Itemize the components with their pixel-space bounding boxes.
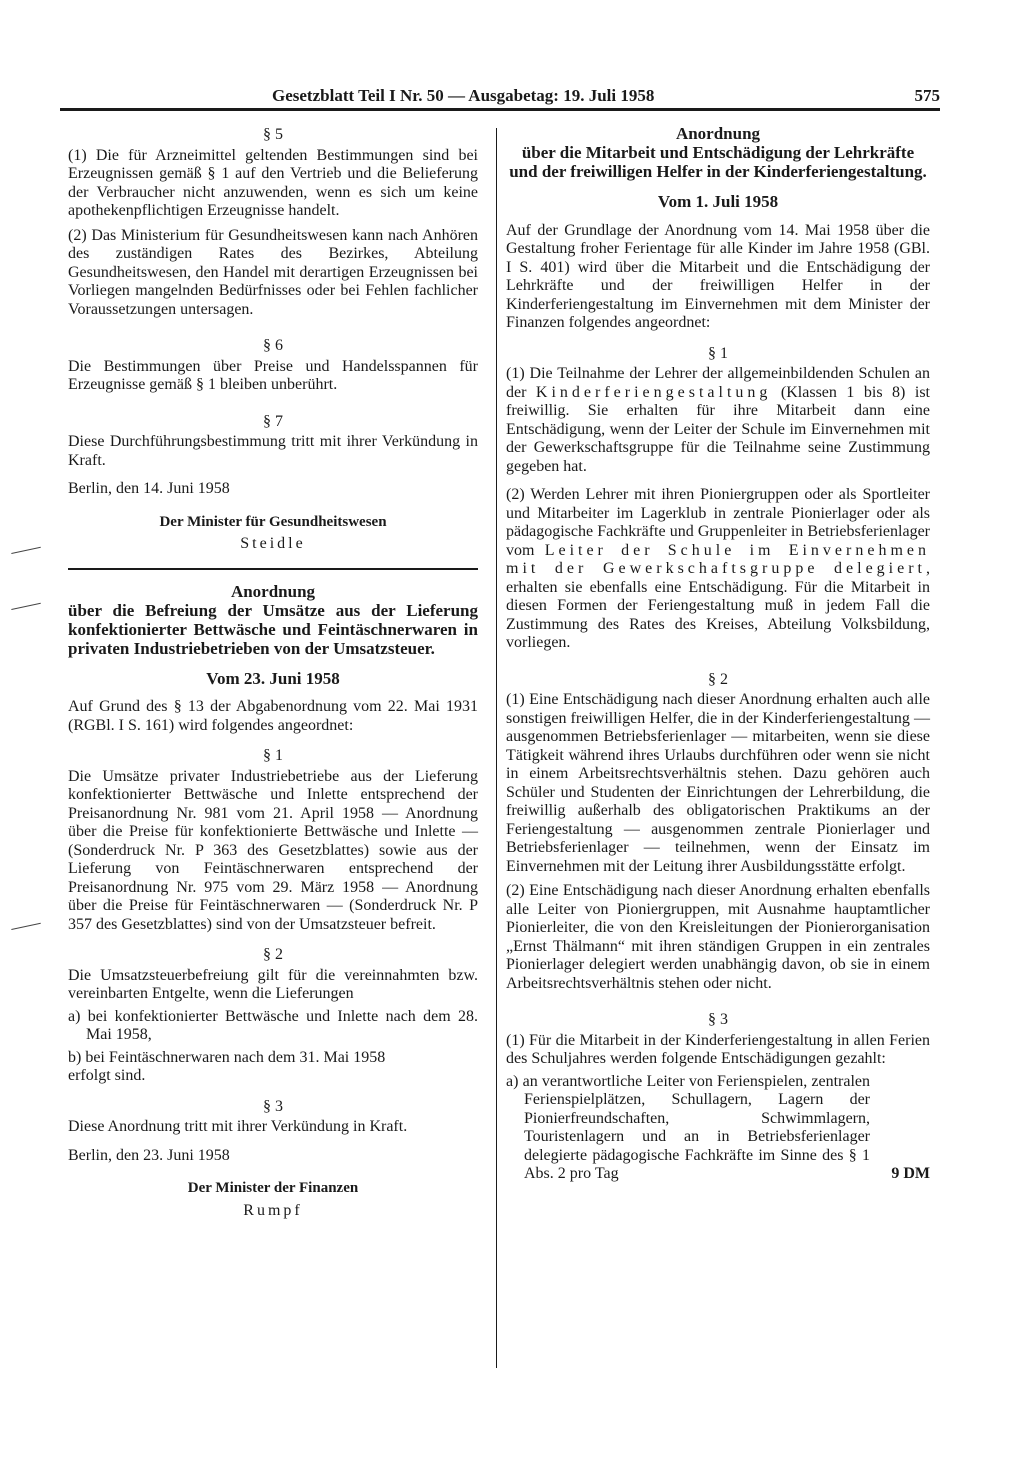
spaced-term: Kinderferiengestaltung xyxy=(535,383,772,401)
column-divider xyxy=(496,128,497,1368)
paragraph-text: (1) Die Teilnahme der Lehrer der allgemeinbildenden Schulen an der xyxy=(506,365,930,401)
section-number: § 2 xyxy=(708,670,728,688)
ordinance-title: Anordnung xyxy=(675,124,761,143)
margin-pencil-mark xyxy=(9,913,41,930)
place-date: Berlin, den 23. Juni 1958 xyxy=(68,1146,230,1164)
paragraph: Die Umsätze privater Industriebetriebe aus der Lieferung konfektionierter Bettwäsche und Inlette entsprechend der Preisanordnung Nr. 981 vom 21. April 1958 — Anordnung über die Preise für konfektionierte Bettwäsche und Inlette — (Sonderdruck Nr. P 363 des Gesetzblattes) sowie aus der Lieferung von Feintäschnerwaren entsprechend der Preisanordnung Nr. 975 vom 29. März 1958 — Anordnung über die Preise für Feintäschnerwaren — (Sonderdruck Nr. P 357 des Gesetzblattes) sind von der Umsatzsteuer befreit. xyxy=(68,767,478,933)
list-item: b) bei Feintäschnerwaren nach dem 31. Mai 1958 xyxy=(68,1048,386,1066)
section-number: § 2 xyxy=(263,946,283,963)
paragraph-text: (Klassen 1 bis 8) ist freiwillig. Sie erhalten für ihre Mitarbeit dann eine Entschädigung, wenn der Leiter der Schule im Einvernehmen mit der Gewerkschaftsgruppe für die Teilnahme seine Zustimmung gegeben hat. xyxy=(506,383,930,475)
margin-pencil-mark xyxy=(9,593,41,610)
paragraph: (1) Für die Mitarbeit in der Kinderferiengestaltung in allen Ferien des Schuljahres werden folgende Entschädigungen gezahlt: xyxy=(506,1031,930,1067)
fee-row xyxy=(506,1073,930,1184)
left-column xyxy=(68,124,478,1220)
signature: Steidle xyxy=(240,535,306,552)
paragraph xyxy=(506,365,930,476)
paragraph-text: (2) Werden Lehrer mit ihren Pioniergruppen oder als Sportleiter und Mitarbeiter im Lagerklub in zentrale Pionierlager oder als pädagogische Fachkräfte und Gruppenleiter in Betriebsferienlager vom xyxy=(506,486,930,559)
header-rule xyxy=(60,108,940,111)
ordinance-subject: über die Mitarbeit und Entschädigung der Lehrkräfte und der freiwilligen Helfer in der Kinderferiengestaltung. xyxy=(509,143,927,181)
paragraph: Diese Anordnung tritt mit ihrer Verkündung in Kraft. xyxy=(68,1118,408,1135)
list-item: a) an verantwortliche Leiter von Ferienspielen, zentralen Ferienspielplätzen, Schullagern, Lagern der Pionierfreundschaften, Schwimmlagern, Touristenlagern und an in Betriebsferienlager delegierte pädagogische Fachkräfte im Sinne des § 1 Abs. 2 pro Tag xyxy=(506,1072,870,1182)
paragraph-text: , erhalten sie ebenfalls eine Entschädigung. Für die Mitarbeit in diesen Formen der Feriengestaltung muß in jedem Fall die Zustimmung des Rates des Kreises, Abteilung Volksbildung, vorliegen. xyxy=(506,560,930,651)
gazette-title: Gesetzblatt Teil I Nr. 50 — Ausgabetag: 19. Juli 1958 xyxy=(272,86,655,105)
paragraph: Die Bestimmungen über Preise und Handelsspannen für Erzeugnisse gemäß § 1 bleiben unberührt. xyxy=(68,357,478,393)
preamble: Auf der Grundlage der Anordnung vom 14. Mai 1958 über die Gestaltung froher Ferientage für alle Kinder im Jahre 1958 (GBl. I S. 401) wird über die Mitarbeit und die Entschädigung der Lehrkräfte und der freiwilligen Helfer in der Kinderferiengestaltung im Einvernehmen mit dem Minister der Finanzen folgendes angeordnet: xyxy=(506,221,930,331)
section-number: § 1 xyxy=(708,344,728,362)
margin-pencil-mark xyxy=(9,537,41,554)
list-item: a) bei konfektionierter Bettwäsche und Inlette nach dem 28. Mai 1958, xyxy=(68,1007,478,1043)
paragraph: Diese Durchführungsbestimmung tritt mit ihrer Verkündung in Kraft. xyxy=(68,433,478,469)
paragraph: (2) Eine Entschädigung nach dieser Anordnung erhalten ebenfalls alle Leiter von Pioniergruppen, mit Ausnahme hauptamtlicher Pionierleiter, die von den Kreisleitungen der Pionierorganisation „Ernst Thälmann“ mit ihren ständigen Gruppen in ein zentrales Pionierlager delegiert werden unabhängig davon, ob sie in einem Arbeitsrechtsverhältnis stehen oder nicht. xyxy=(506,882,930,992)
section-rule xyxy=(68,568,478,570)
paragraph: (1) Die für Arzneimittel geltenden Bestimmungen sind bei Erzeugnissen gemäß § 1 auf den Vertrieb und die Belieferung der Verbraucher nicht anzuwenden, wenn es sich um keine apothekenpflichtigen Erzeugnisse handelt. xyxy=(68,146,478,219)
minister-title: Der Minister für Gesundheitswesen xyxy=(159,513,387,530)
right-column xyxy=(506,124,930,1184)
signature: Rumpf xyxy=(243,1201,303,1219)
paragraph: (1) Eine Entschädigung nach dieser Anordnung erhalten auch alle sonstigen freiwilligen Helfer, die in der Kinderferiengestaltung — ausgenommen Betriebsferienlager — mitarbeiten, wenn sie diese Tätigkeit während ihres Urlaubs durchführen oder wenn sie nicht in einem Arbeitsrechtsverhältnis stehen. Dazu gehören auch Schüler und Studenten der Einrichtungen der Lehrerbildung, die freiwillig außerhalb des obligatorischen Praktikums an der Feriengestaltung — ausgenommen zentrale Pionierlager und Betriebsferienlager — teilnehmen, wenn der Einsatz im Einvernehmen mit der Leitung ihrer Ausbildungsstätte erfolgt. xyxy=(506,691,930,875)
section-number: § 6 xyxy=(263,337,283,354)
page-number: 575 xyxy=(914,86,940,105)
ordinance-subject: über die Befreiung der Umsätze aus der Lieferung konfektionierter Bettwäsche und Feintäschnerwaren in privaten Industriebetrieben von der Umsatzsteuer. xyxy=(68,600,478,658)
section-number: § 7 xyxy=(263,412,283,430)
preamble: Auf Grund des § 13 der Abgabenordnung vom 22. Mai 1931 (RGBl. I S. 161) wird folgendes angeordnet: xyxy=(68,698,478,734)
paragraph: (2) Das Ministerium für Gesundheitswesen kann nach Anhören des zuständigen Rates des Bezirkes, Abteilung Gesundheitswesen, den Handel mit derartigen Erzeugnissen bei Vorliegen mangelnden Bedürfnisses oder bei Fehlen fachlicher Voraussetzungen untersagen. xyxy=(68,226,478,318)
minister-title: Der Minister der Finanzen xyxy=(187,1180,359,1196)
spaced-term: Leiter der Schule im Einvernehmen mit der Gewerkschaftsgruppe delegiert xyxy=(506,541,930,577)
section-number: § 1 xyxy=(263,747,283,764)
place-date: Berlin, den 14. Juni 1958 xyxy=(68,480,230,497)
paragraph: Die Umsatzsteuerbefreiung gilt für die vereinnahmten bzw. vereinbarten Entgelte, wenn die Lieferungen xyxy=(68,966,478,1002)
section-number: § 5 xyxy=(263,126,283,143)
ordinance-date: Vom 23. Juni 1958 xyxy=(206,668,340,688)
section-number: § 3 xyxy=(263,1097,283,1115)
page-header xyxy=(60,86,940,110)
ordinance-title: Anordnung xyxy=(230,581,316,601)
ordinance-date: Vom 1. Juli 1958 xyxy=(657,192,779,211)
paragraph: erfolgt sind. xyxy=(68,1067,146,1084)
fee-amount: 9 DM xyxy=(891,1165,930,1182)
section-number: § 3 xyxy=(708,1011,728,1028)
paragraph xyxy=(506,486,930,653)
